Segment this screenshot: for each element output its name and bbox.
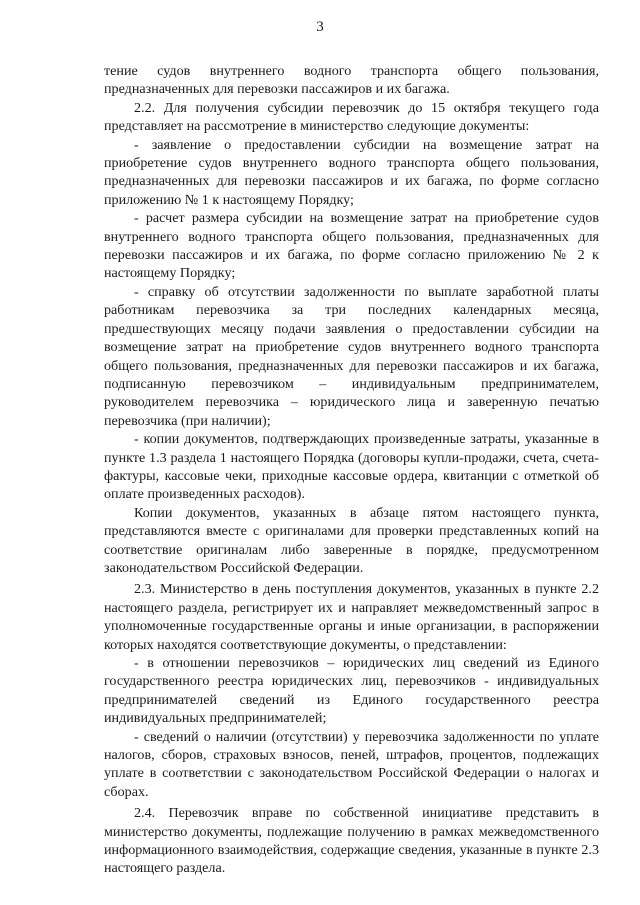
document-body [104,62,599,878]
page-number: 3 [316,19,324,35]
paragraph-2-2: 2.2. Для получения субсидии перевозчик до 15 октября текущего года представляет на рассмотрение в министерство следующие документы: [104,99,599,135]
list-item-salary-debt-certificate: - справку об отсутствии задолженности по выплате заработной платы работникам перевозчика за три последних календарных месяца, предшествующих месяцу подачи заявления о предоставлении субсидии на возмещение затрат на приобретение судов внутреннего водного транспорта общего пользования, предназначенных для перевозки пассажиров и их багажа, подписанную перевозчиком – индивидуальным предпринимателем, руководителем перевозчика – юридического лица и заверенную печатью перевозчика (при наличии); [104,283,599,429]
list-item-expense-documents: - копии документов, подтверждающих произведенные затраты, указанные в пункте 1.3 раздела 1 настоящего Порядка (договоры купли-продажи, счета, счета-фактуры, кассовые чеки, приходные кассовые ордера, квитанции с отметкой об оплате произведенных расходов). [104,431,599,503]
paragraph-continuation: тение судов внутреннего водного транспорта общего пользования, предназначенных для перевозки пассажиров и их багажа. [104,63,599,98]
list-item-registry-info: - в отношении перевозчиков – юридических лиц сведений из Единого государственного реестра юридических лиц, перевозчиков - индивидуальных предпринимателей сведений из Единого государственного реестра индивидуальных предпринимателей; [104,655,599,727]
paragraph-2-3: 2.3. Министерство в день поступления документов, указанных в пункте 2.2 настоящего раздела, регистрирует их и направляет межведомственный запрос в уполномоченные государственные органы и иные организации, в распоряжении которых находятся соответствующие документы, о представлении: [104,581,599,653]
list-item-subsidy-calculation: - расчет размера субсидии на возмещение затрат на приобретение судов внутреннего водного транспорта общего пользования, предназначенных для перевозки пассажиров и их багажа, по форме согласно приложению № 2 к настоящему Порядку; [104,210,599,282]
paragraph-document-copies: Копии документов, указанных в абзаце пятом настоящего пункта, представляются вместе с оригиналами для проверки представленных копий на соответствие оригиналам либо заверенные в порядке, предусмотренном законодательством Российской Федерации. [104,504,599,576]
paragraph-2-4: 2.4. Перевозчик вправе по собственной инициативе представить в министерство документы, подлежащие получению в рамках межведомственного информационного взаимодействия, содержащие сведения, указанные в пункте 2.3 настоящего раздела. [104,805,599,877]
list-item-tax-debt-info: - сведений о наличии (отсутствии) у перевозчика задолженности по уплате налогов, сборов, страховых взносов, пеней, штрафов, процентов, подлежащих уплате в соответствии с законодательством Российской Федерации о налогах и сборах. [104,728,599,800]
list-item-application: - заявление о предоставлении субсидии на возмещение затрат на приобретение судов внутреннего водного транспорта общего пользования, предназначенных для перевозки пассажиров и их багажа, по форме согласно приложению № 1 к настоящему Порядку; [104,136,599,208]
